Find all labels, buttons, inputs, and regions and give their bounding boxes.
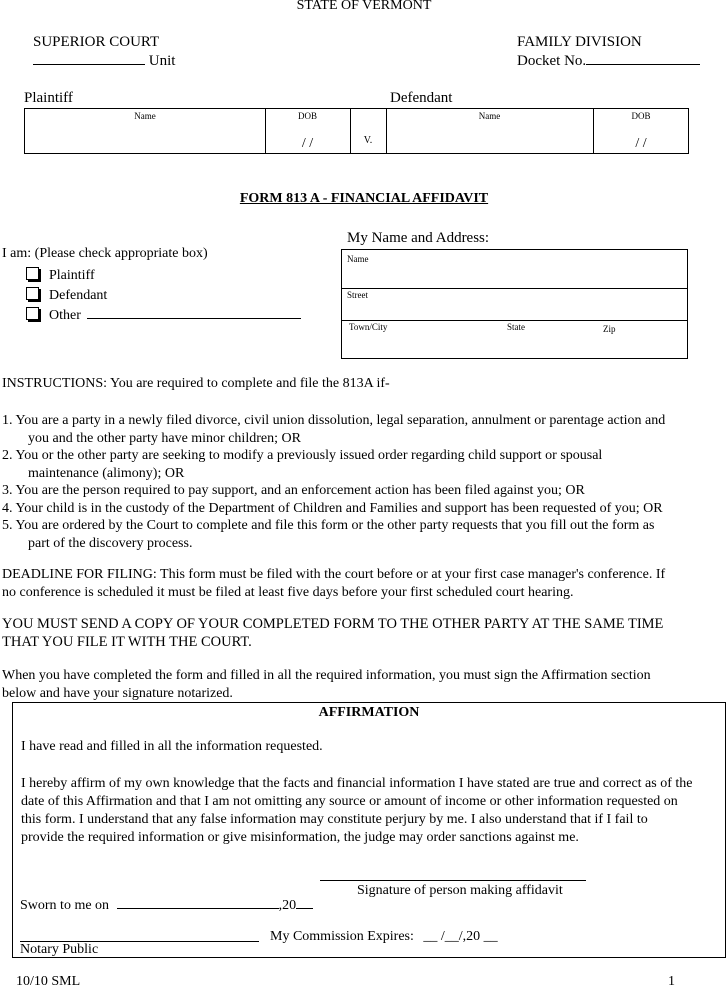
address-street-label: Street	[347, 290, 368, 300]
division-label: FAMILY DIVISION	[517, 34, 642, 50]
option-defendant-label: Defendant	[49, 288, 108, 303]
instruction-1: 1. You are a party in a newly filed divorce, civil union dissolution, legal separation, annulment or parentage action and	[2, 413, 666, 428]
deadline-line-1: DEADLINE FOR FILING: This form must be filed with the court before or at your first case manager's conference. If	[2, 567, 666, 582]
copy-notice-line-1: YOU MUST SEND A COPY OF YOUR COMPLETED FORM TO THE OTHER PARTY AT THE SAME TIME	[2, 616, 664, 632]
plaintiff-name-header: Name	[134, 111, 156, 121]
defendant-dob-header: DOB	[631, 111, 651, 121]
checkbox-defendant[interactable]	[26, 287, 39, 300]
option-other-label: Other	[49, 308, 81, 323]
sworn-date-blank[interactable]	[117, 908, 279, 909]
completion-paragraph	[2, 667, 726, 702]
affirmation-line-1: I hereby affirm of my own knowledge that the facts and financial information I have stated are true and correct as of the	[21, 776, 693, 791]
plaintiff-dob-header: DOB	[297, 111, 317, 121]
affirmation-title: AFFIRMATION	[318, 705, 420, 720]
deadline-paragraph	[2, 566, 726, 601]
defendant-name-header: Name	[478, 111, 501, 121]
defendant-dob-slashes[interactable]: / /	[635, 136, 647, 151]
instructions-heading: INSTRUCTIONS: You are required to complete and file the 813A if-	[2, 376, 390, 391]
affirmation-line-3: this form. I understand that any false information may constitute perjury by me. I also understand that if I fail to	[21, 812, 648, 827]
court-label: SUPERIOR COURT	[33, 34, 160, 50]
address-name-label: Name	[347, 254, 369, 264]
deadline-line-2: no conference is scheduled it must be filed at least five days before your first scheduled court hearing.	[2, 584, 574, 600]
sworn-year-label: ,20	[278, 898, 297, 913]
docket-blank[interactable]	[586, 64, 700, 65]
instruction-2: 2. You or the other party are seeking to modify a previously issued order regarding child support or spousal	[2, 448, 603, 463]
completion-line-1: When you have completed the form and filled in all the required information, you must sign the Affirmation section	[2, 668, 651, 683]
instructions-list	[2, 412, 726, 552]
instruction-5-cont: part of the discovery process.	[28, 535, 193, 551]
notary-label: Notary Public	[20, 942, 99, 957]
versus-label: V.	[363, 135, 373, 146]
state-title: STATE OF VERMONT	[296, 0, 432, 13]
instruction-4: 4. Your child is in the custody of the Department of Children and Families and support has been requested of you; OR	[2, 500, 663, 516]
instruction-5: 5. You are ordered by the Court to complete and file this form or the other party requests that you fill out the form as	[2, 518, 655, 533]
copy-notice-line-2: THAT YOU FILE IT WITH THE COURT.	[2, 633, 252, 650]
address-state-label: State	[507, 322, 525, 332]
sworn-year-blank[interactable]	[296, 908, 313, 909]
address-town-label: Town/City	[349, 322, 388, 332]
option-defendant[interactable]	[26, 287, 107, 304]
signature-line[interactable]	[320, 880, 586, 881]
option-plaintiff[interactable]	[26, 267, 95, 284]
sworn-label: Sworn to me on	[20, 898, 110, 913]
affirmation-read: I have read and filled in all the information requested.	[21, 739, 323, 754]
plaintiff-label: Plaintiff	[24, 90, 73, 106]
i-am-label: I am: (Please check appropriate box)	[2, 246, 208, 261]
option-plaintiff-label: Plaintiff	[49, 268, 95, 283]
commission-line	[270, 929, 498, 945]
other-blank[interactable]	[87, 318, 301, 319]
address-title: My Name and Address:	[347, 230, 490, 246]
commission-label: My Commission Expires:	[270, 929, 414, 944]
affirmation-statement	[21, 775, 721, 847]
completion-line-2: below and have your signature notarized.	[2, 685, 233, 701]
unit-line	[33, 53, 175, 70]
affirmation-line-4: provide the required information or give misinformation, the judge may order sanctions against me.	[21, 830, 579, 845]
parties-table	[24, 108, 689, 154]
plaintiff-dob-slashes[interactable]: / /	[301, 136, 314, 151]
instruction-3: 3. You are the person required to pay support, and an enforcement action has been filed against you; OR	[2, 483, 585, 498]
footer-code: 10/10 SML	[16, 974, 81, 989]
unit-blank[interactable]	[33, 64, 145, 65]
affirmation-line-2: date of this Affirmation and that I am not omitting any source or amount of income or other information requested on	[21, 794, 678, 809]
form-title: FORM 813 A - FINANCIAL AFFIDAVIT	[239, 191, 489, 206]
checkbox-plaintiff[interactable]	[26, 267, 39, 280]
instruction-1-cont: you and the other party have minor children; OR	[28, 430, 301, 446]
instruction-2-cont: maintenance (alimony); OR	[28, 465, 185, 481]
copy-notice	[2, 616, 726, 651]
signature-label: Signature of person making affidavit	[357, 883, 563, 898]
affirmation-box	[12, 702, 726, 958]
page-number: 1	[668, 974, 675, 989]
option-other[interactable]	[26, 307, 301, 324]
sworn-line	[20, 898, 313, 914]
unit-label: Unit	[148, 53, 176, 69]
address-zip-label: Zip	[603, 324, 616, 334]
commission-date[interactable]: __ /__/,20 __	[423, 929, 498, 944]
checkbox-other[interactable]	[26, 307, 39, 320]
docket-line	[517, 53, 700, 70]
docket-label: Docket No.	[517, 53, 587, 69]
defendant-label: Defendant	[390, 90, 453, 106]
address-box	[341, 249, 688, 359]
